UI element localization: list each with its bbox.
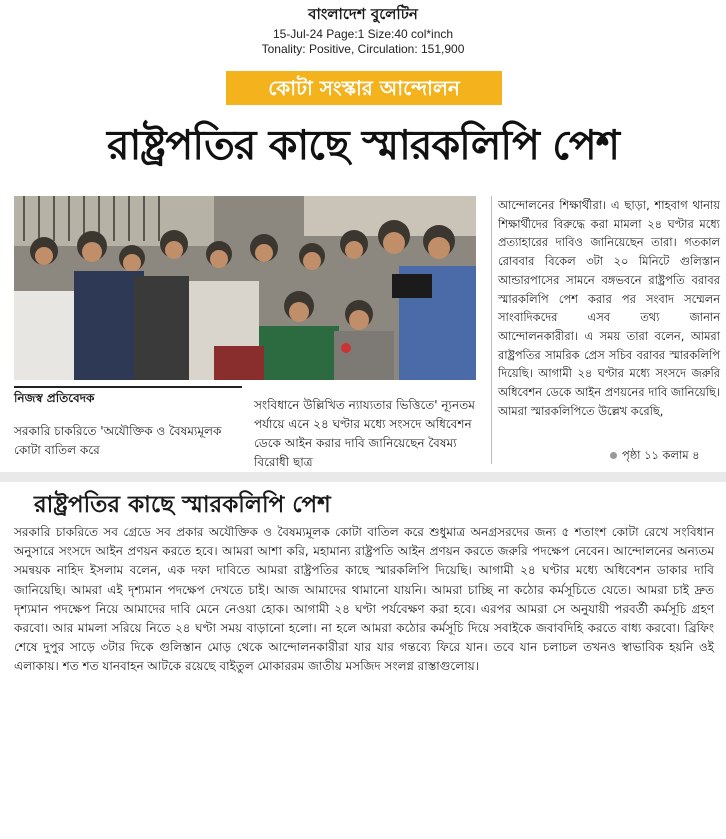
jump-label: পৃষ্ঠা ১১ কলাম ৪ bbox=[622, 448, 700, 462]
kicker-banner: কোটা সংস্কার আন্দোলন bbox=[226, 71, 502, 105]
headline: রাষ্ট্রপতির কাছে স্মারকলিপি পেশ bbox=[106, 121, 619, 169]
byline-rule bbox=[14, 386, 242, 388]
news-photo bbox=[14, 196, 476, 380]
byline: নিজস্ব প্রতিবেদক bbox=[14, 391, 95, 405]
bullet-icon bbox=[610, 452, 617, 459]
side-column-text: আন্দোলনের শিক্ষার্থীরা। এ ছাড়া, শাহবাগ থানায় শিক্ষার্থীদের বিরুদ্ধে করা মামলা ২৪ ঘণ্টার মধ্যে প্রত্যাহারের দাবিও জানিয়েছেন তারা। গতকাল রোববার বিকেল ৩টা ২০ মিনিটে গুলিস্তান আন্ডারপাসের সামনে বঙ্গভবনে রাষ্ট্রপতি বরাবর স্মারকলিপি পেশ করার পর সংবাদ সম্মেলন সাংবাদিকদের এসব তথ্য জানান আন্দোলনকারীরা। এ সময় তারা বলেন, আমরা রাষ্ট্রপতির সামরিক প্রেস সচিব বরাবর স্মারকলিপি দিয়েছি। আগামী ২৪ ঘণ্টার মধ্যে সংসদে জরুরি অধিবেশন ডেকে আইন প্রণয়নের দাবি জানিয়েছি। আমরা স্মারকলিপিতে উল্লেখ করেছি, bbox=[498, 198, 720, 418]
continuation-title: রাষ্ট্রপতির কাছে স্মারকলিপি পেশ bbox=[34, 492, 331, 518]
teaser-text-right: সংবিধানে উল্লিখিত ন্যায্যতার ভিত্তিতে' ন্যূনতম পর্যায়ে এনে ২৪ ঘণ্টার মধ্যে সংসদে অধিবেশন ডেকে আইন করার দাবি জানিয়েছেন বৈষম্য বিরোধী ছাত্র bbox=[254, 398, 475, 469]
newspaper-masthead: বাংলাদেশ বুলেটিন bbox=[308, 5, 418, 23]
continuation-body: সরকারি চাকরিতে সব গ্রেডে সব প্রকার অযৌক্তিক ও বৈষম্যমূলক কোটা বাতিল করে শুধুমাত্র অনগ্রসরদের জন্য ৫ শতাংশ কোটা রেখে সংবিধান অনুসারে সংসদে আইন প্রণয়ন করতে হবে। আমরা আশা করি, মহামান্য রাষ্ট্রপতি আইন প্রণয়ন করতে জরুরি পদক্ষেপ নেবেন। আন্দোলনের অন্যতম সমন্বয়ক নাহিদ ইসলাম বলেন, এক দফা দাবিতে আমরা রাষ্ট্রপতির কাছে স্মারকলিপি দিয়েছি। আগামী ২৪ ঘণ্টার মধ্যে অধিবেশন ডাকার দাবি জানিয়েছি। আমরা এই দৃশ্যমান পদক্ষেপ দেখতে চাই। আজ আমাদের থামানো যায়নি। আমরা চাচ্ছি না কঠোর কর্মসূচিতে যেতে। আমরা চাই দ্রুত দৃশ্যমান পদক্ষেপ নিয়ে আমাদের দাবি মেনে নেওয়া হোক। আগামী ২৪ ঘণ্টা পর্যবেক্ষণ করা হবে। এরপর আমরা সে অনুযায়ী পরবর্তী কর্মসূচি গ্রহণ করবো। আর মামলা সরিয়ে নিতে ২৪ ঘণ্টা সময় বাড়ানো হলো। না হলে আমরা কঠোর কর্মসূচি দিয়ে সবাইকে জবাবদিহি করতে বাধ্য করবো। ব্রিফিং শেষে দুপুর সাড়ে ৩টার দিকে গুলিস্তান মোড় থেকে আন্দোলনকারীরা যার যার গন্তব্যে ফিরে যান। তবে যান চলাচল তখনও স্বাভাবিক হয়নি ওই এলাকায়। শত শত যানবাহন আটকে রয়েছে বাইতুল মোকাররম জাতীয় মসজিদ সংলগ্ন রাস্তাগুলোয়। bbox=[14, 525, 715, 674]
column-divider bbox=[491, 196, 492, 464]
section-separator bbox=[0, 472, 726, 482]
clipping-meta-line-2: Tonality: Positive, Circulation: 151,900 bbox=[261, 42, 465, 56]
clipping-meta-line-1: 15-Jul-24 Page:1 Size:40 col*inch bbox=[272, 27, 454, 41]
continuation-jump bbox=[610, 447, 700, 466]
protest-photo-illustration bbox=[14, 196, 476, 380]
teaser-text-left: সরকারি চাকরিতে 'অযৌক্তিক ও বৈষম্যমূলক কোটা বাতিল করে bbox=[14, 424, 222, 457]
